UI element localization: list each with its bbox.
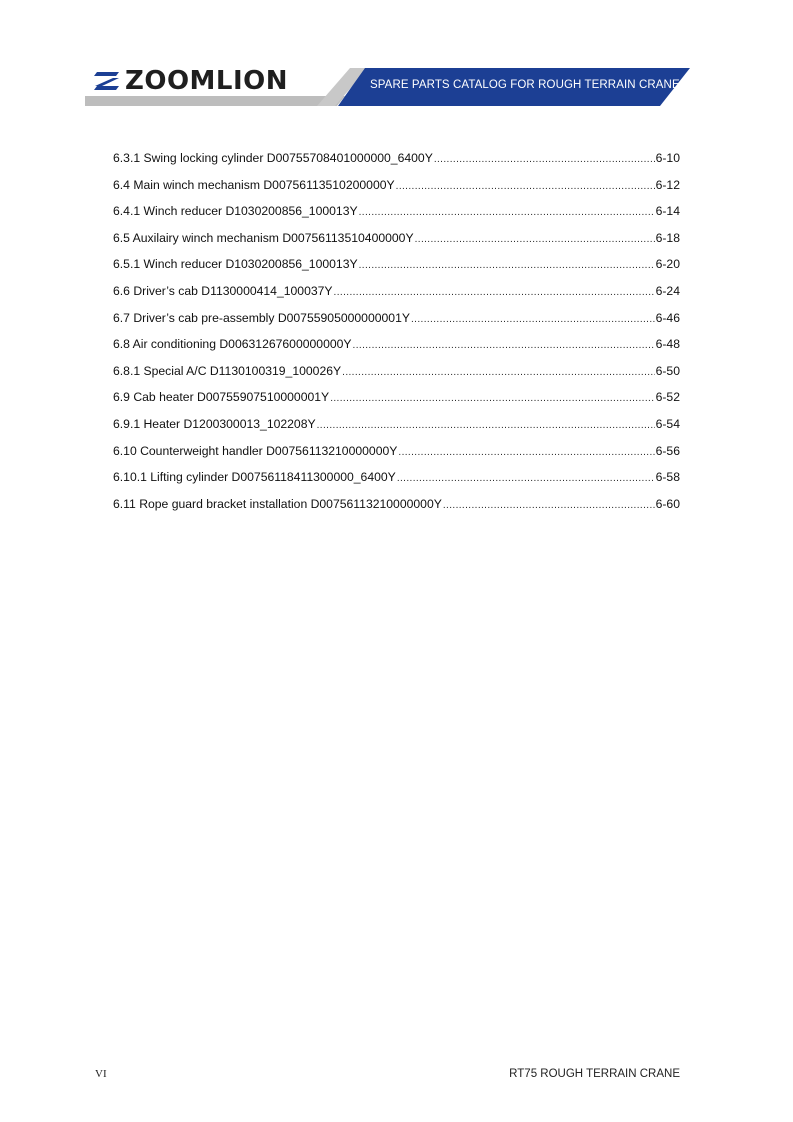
- toc-entry[interactable]: [113, 441, 680, 468]
- toc-entry-title: 6.3.1 Swing locking cylinder D00755708401000000_6400Y: [113, 151, 433, 165]
- toc-entry-title: 6.8.1 Special A/C D1130100319_100026Y: [113, 363, 342, 378]
- toc-entry-page: 6-58: [655, 470, 680, 485]
- toc-dot-leader: [415, 230, 655, 250]
- table-of-contents: [113, 148, 680, 520]
- toc-entry[interactable]: [113, 148, 680, 175]
- toc-entry[interactable]: [113, 175, 680, 202]
- toc-entry[interactable]: [113, 414, 680, 441]
- toc-entry-title: 6.4 Main winch mechanism D00756113510200000Y: [113, 177, 395, 192]
- toc-entry-page: 6-24: [655, 283, 680, 298]
- toc-entry-page: 6-18: [655, 230, 680, 245]
- toc-dot-leader: [359, 203, 655, 223]
- toc-entry-page: 6-14: [655, 204, 680, 219]
- toc-entry-page: 6-52: [655, 390, 680, 405]
- header-band: [0, 0, 793, 120]
- footer-page-number: VI: [95, 1068, 107, 1080]
- toc-entry[interactable]: [113, 467, 680, 494]
- toc-entry[interactable]: [113, 387, 680, 414]
- toc-entry-page: 6-46: [655, 310, 680, 325]
- toc-dot-leader: [317, 416, 655, 436]
- toc-entry-title: 6.9.1 Heater D1200300013_102208Y: [113, 416, 316, 431]
- toc-dot-leader: [334, 283, 655, 303]
- toc-entry-title: 6.6 Driver’s cab D1130000414_100037Y: [113, 283, 333, 298]
- zoomlion-z-icon: [93, 69, 121, 93]
- toc-entry-title: 6.10 Counterweight handler D00756113210000000Y: [113, 443, 398, 458]
- toc-entry-title: 6.11 Rope guard bracket installation D00756113210000000Y: [113, 496, 442, 511]
- toc-entry[interactable]: [113, 201, 680, 228]
- brand-name: ZOOMLION: [125, 66, 289, 96]
- header-gray-band: [85, 96, 345, 106]
- catalog-title: SPARE PARTS CATALOG FOR ROUGH TERRAIN CRANE: [370, 79, 680, 91]
- toc-dot-leader: [342, 363, 654, 383]
- toc-entry-title: 6.5 Auxilairy winch mechanism D00756113510400000Y: [113, 230, 414, 245]
- toc-entry-title: 6.4.1 Winch reducer D1030200856_100013Y: [113, 204, 358, 219]
- toc-dot-leader: [397, 469, 655, 489]
- toc-dot-leader: [330, 389, 654, 409]
- toc-entry[interactable]: [113, 254, 680, 281]
- toc-entry[interactable]: [113, 228, 680, 255]
- toc-dot-leader: [443, 496, 655, 516]
- toc-dot-leader: [411, 310, 655, 330]
- toc-dot-leader: [396, 177, 655, 197]
- footer-product-name: RT75 ROUGH TERRAIN CRANE: [509, 1068, 680, 1080]
- toc-dot-leader: [353, 336, 655, 356]
- company-logo: [93, 66, 288, 96]
- toc-entry[interactable]: [113, 494, 680, 521]
- toc-entry[interactable]: [113, 281, 680, 308]
- toc-entry-title: 6.10.1 Lifting cylinder D00756118411300000_6400Y: [113, 470, 396, 485]
- toc-entry-title: 6.9 Cab heater D00755907510000001Y: [113, 390, 330, 405]
- toc-dot-leader: [434, 150, 655, 170]
- toc-entry-title: 6.5.1 Winch reducer D1030200856_100013Y: [113, 257, 358, 272]
- toc-entry-page: 6-54: [655, 416, 680, 431]
- toc-entry-page: 6-10: [655, 151, 680, 165]
- toc-dot-leader: [398, 443, 654, 463]
- toc-entry[interactable]: [113, 361, 680, 388]
- toc-entry[interactable]: [113, 308, 680, 335]
- toc-entry[interactable]: [113, 334, 680, 361]
- page-header: [0, 0, 793, 120]
- toc-entry-title: 6.7 Driver’s cab pre-assembly D00755905000000001Y: [113, 310, 410, 325]
- toc-entry-page: 6-20: [655, 257, 680, 272]
- toc-entry-title: 6.8 Air conditioning D00631267600000000Y: [113, 337, 352, 352]
- toc-dot-leader: [359, 256, 655, 276]
- toc-entry-page: 6-56: [655, 443, 680, 458]
- toc-entry-page: 6-48: [655, 337, 680, 352]
- toc-entry-page: 6-50: [655, 363, 680, 378]
- toc-entry-page: 6-60: [655, 496, 680, 511]
- toc-entry-page: 6-12: [655, 177, 680, 192]
